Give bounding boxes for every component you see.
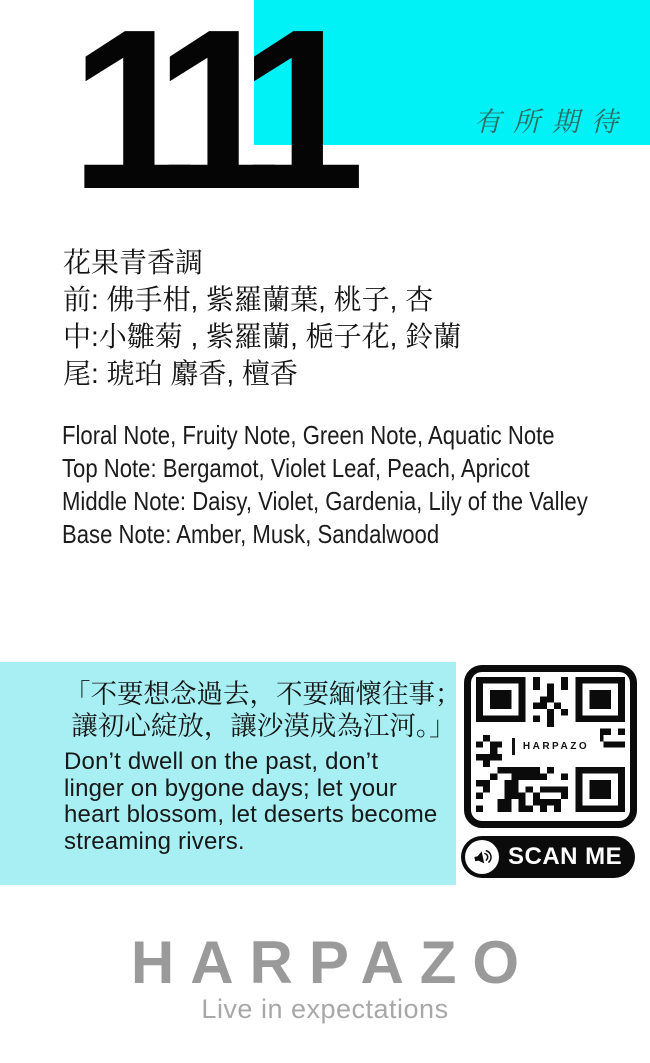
- quote-en-line: Don’t dwell on the past, don’t: [64, 748, 379, 775]
- qr-code: [464, 665, 637, 828]
- qr-plate-bar-icon: [512, 738, 515, 755]
- quote-en-line: linger on bygone days; let your: [64, 774, 398, 802]
- fragrance-notes-en: [62, 419, 588, 551]
- scan-me-button: [461, 836, 635, 878]
- cn-note-line: 中:小雛菊 , 紫羅蘭, 梔子花, 鈴蘭: [63, 321, 462, 352]
- quote-english: [64, 749, 456, 855]
- cn-note-line: 花果青香調: [63, 247, 204, 278]
- quote-en-line: heart blossom, let deserts become: [64, 801, 438, 828]
- quote-cn-line: 「不要想念過去，不要緬懷往事；: [64, 679, 462, 709]
- scan-me-label: SCAN ME: [508, 843, 623, 870]
- en-note-line: Floral Note, Fruity Note, Green Note, Aquatic Note: [62, 420, 555, 450]
- en-note-line: Base Note: Amber, Musk, Sandalwood: [62, 519, 440, 549]
- en-note-line: Middle Note: Daisy, Violet, Gardenia, Lily of the Valley: [62, 486, 588, 516]
- fragrance-notes-cn: [63, 244, 461, 392]
- cn-note-line: 前: 佛手柑, 紫羅蘭葉, 桃子, 杏: [63, 284, 434, 315]
- quote-chinese: [64, 678, 462, 742]
- quote-en-line: streaming rivers.: [64, 827, 245, 855]
- quote-box: [0, 662, 462, 885]
- qr-center-plate: [502, 727, 600, 767]
- product-number: 111: [70, 0, 336, 237]
- brand-tagline: Live in expectations: [201, 994, 449, 1024]
- brand-logo: HARPAZO: [130, 929, 536, 996]
- cn-note-line: 尾: 琥珀 麝香, 檀香: [63, 358, 298, 389]
- quote-cn-line: 讓初心綻放，讓沙漠成為江河。」: [64, 711, 456, 741]
- qr-center-label: HARPAZO: [522, 741, 590, 752]
- megaphone-icon: [465, 840, 499, 874]
- en-note-line: Top Note: Bergamot, Violet Leaf, Peach, Apricot: [62, 453, 530, 483]
- handwritten-tagline: 有所期待: [474, 107, 630, 138]
